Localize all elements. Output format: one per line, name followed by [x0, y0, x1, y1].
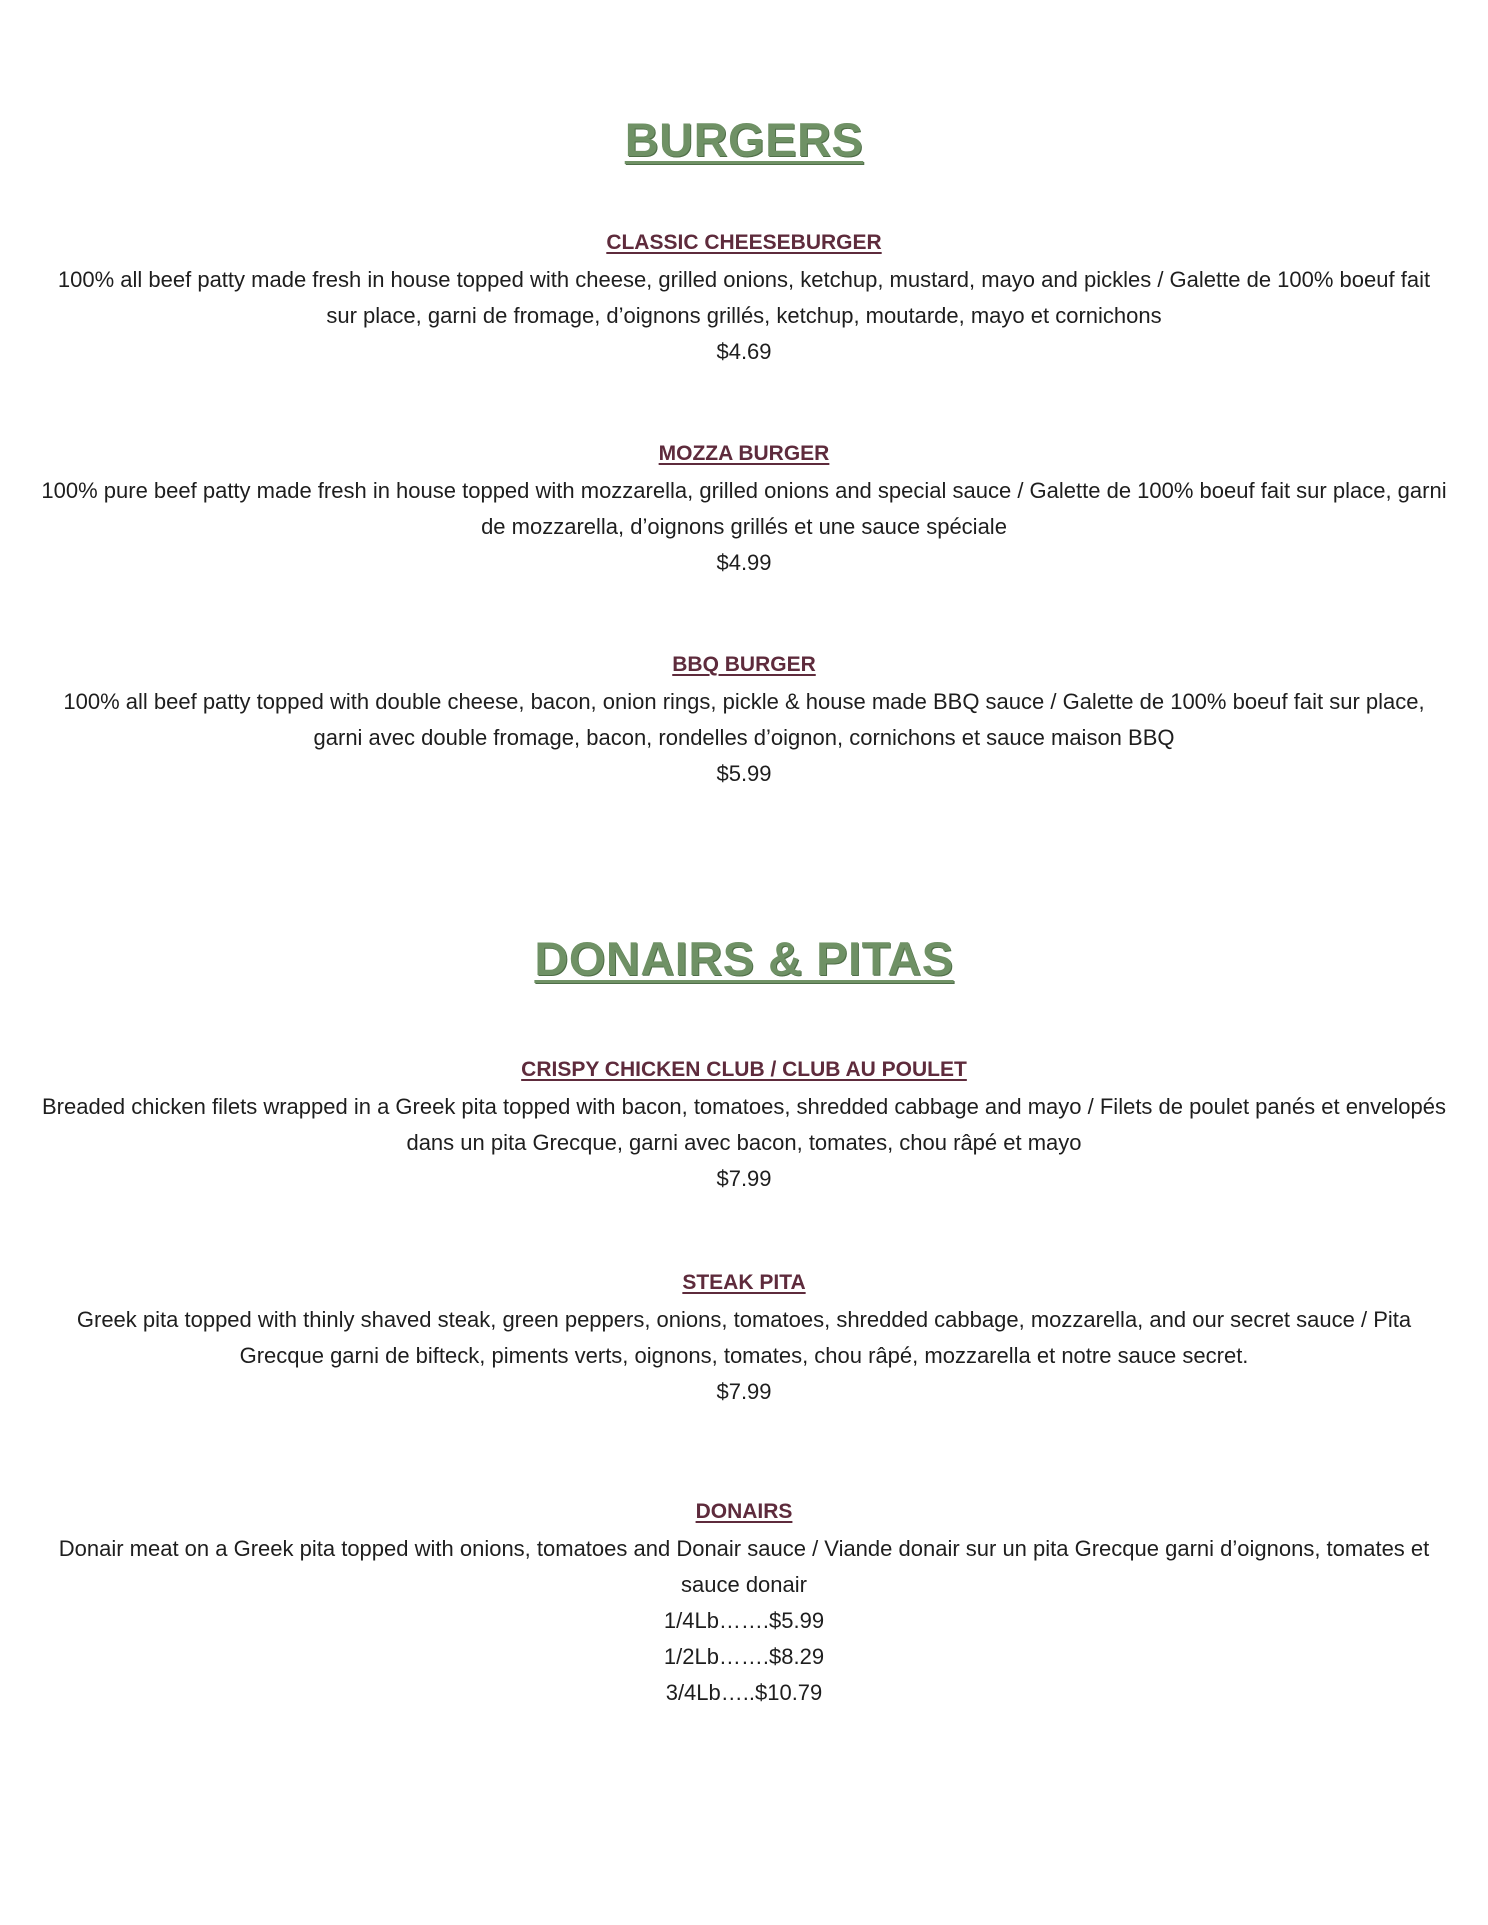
item-price-quarter-lb: 1/4Lb…….$5.99	[663, 1608, 825, 1633]
item-description: Donair meat on a Greek pita topped with onions, tomatoes and Donair sauce / Viande donair sur un pita Grecque garni d’oignons, tomates et sauce donair	[58, 1536, 1430, 1597]
item-description: Breaded chicken filets wrapped in a Greek pita topped with bacon, tomatoes, shredded cabbage and mayo / Filets de poulet panés et envelopés dans un pita Grecque, garni avec bacon, tomates, chou râpé et mayo	[41, 1094, 1446, 1155]
item-price: $4.99	[716, 550, 772, 575]
menu-item-donairs	[40, 1497, 1448, 1711]
item-name: CRISPY CHICKEN CLUB / CLUB AU POULET	[521, 1058, 967, 1081]
item-price: $5.99	[716, 761, 772, 786]
item-description: 100% pure beef patty made fresh in house topped with mozzarella, grilled onions and special sauce / Galette de 100% boeuf fait sur place, garni de mozzarella, d’oignons grillés et une sauce spéciale	[41, 478, 1447, 539]
menu-item-classic-cheeseburger	[40, 228, 1448, 370]
item-price-half-lb: 1/2Lb…….$8.29	[663, 1644, 825, 1669]
item-name: BBQ BURGER	[672, 653, 816, 676]
item-name: STEAK PITA	[682, 1271, 806, 1294]
item-name: MOZZA BURGER	[658, 442, 830, 465]
item-price: $4.69	[716, 339, 772, 364]
item-description: 100% all beef patty topped with double cheese, bacon, onion rings, pickle & house made BBQ sauce / Galette de 100% boeuf fait sur place, garni avec double fromage, bacon, rondelles d’oignon, cornichons et sauce maison BBQ	[63, 689, 1425, 750]
item-name: DONAIRS	[695, 1500, 793, 1523]
item-description: Greek pita topped with thinly shaved steak, green peppers, onions, tomatoes, shredded cabbage, mozzarella, and our secret sauce / Pita Grecque garni de bifteck, piments verts, oignons, tomates, chou râpé, mozzarella et notre sauce secret.	[76, 1307, 1412, 1368]
section-title-donairs-pitas: DONAIRS & PITAS	[534, 932, 954, 985]
item-description: 100% all beef patty made fresh in house topped with cheese, grilled onions, ketchup, mustard, mayo and pickles / Galette de 100% boeuf fait sur place, garni de fromage, d’oignons grillés, ketchup, moutarde, mayo et cornichons	[57, 267, 1431, 328]
item-price-three-quarter-lb: 3/4Lb…..$10.79	[665, 1680, 823, 1705]
item-name: CLASSIC CHEESEBURGER	[606, 231, 882, 254]
section-title-burgers: BURGERS	[624, 113, 864, 166]
item-price: $7.99	[716, 1379, 772, 1404]
menu-item-crispy-chicken-club	[40, 1055, 1448, 1197]
item-price: $7.99	[716, 1166, 772, 1191]
menu-item-bbq-burger	[40, 650, 1448, 792]
menu-item-steak-pita	[40, 1268, 1448, 1410]
menu-item-mozza-burger	[40, 439, 1448, 581]
